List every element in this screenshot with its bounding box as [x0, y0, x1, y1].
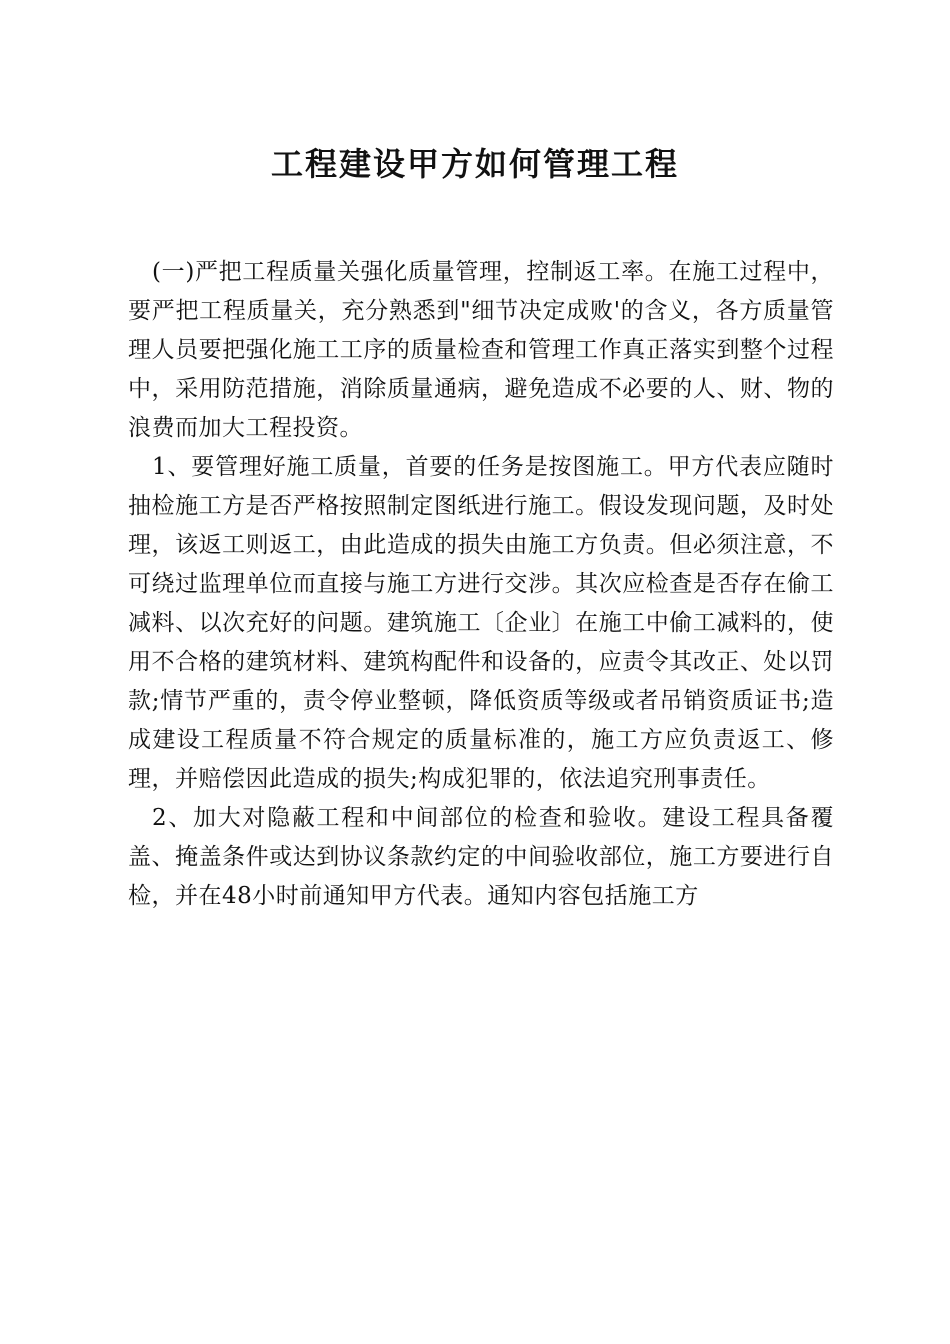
paragraph-construction-per-drawings: 1、要管理好施工质量，首要的任务是按图施工。甲方代表应随时抽检施工方是否严格按照制定图纸进行施工。假设发现问题，及时处理，该返工则返工，由此造成的损失由施工方负责。但必须注意，不可绕过监理单位而直接与施工方进行交涉。其次应检查是否存在偷工减料、以次充好的问题。建筑施工〔企业〕在施工中偷工减料的，使用不合格的建筑材料、建筑构配件和设备的，应责令其改正、处以罚款;情节严重的，责令停业整顿，降低资质等级或者吊销资质证书;造成建设工程质量不符合规定的质量标准的，施工方应负责返工、修理，并赔偿因此造成的损失;构成犯罪的，依法追究刑事责任。 — [128, 454, 834, 792]
paragraph-quality-control: (一)严把工程质量关强化质量管理，控制返工率。在施工过程中，要严把工程质量关，充分熟悉到"细节决定成败'的含义，各方质量管理人员要把强化施工工序的质量检查和管理工作真正落实到整个过程中，采用防范措施，消除质量通病，避免造成不必要的人、财、物的浪费而加大工程投资。 — [128, 259, 834, 441]
document-title: 工程建设甲方如何管理工程 — [270, 145, 679, 183]
paragraph-concealed-works-inspection: 2、加大对隐蔽工程和中间部位的检查和验收。建设工程具备覆盖、掩盖条件或达到协议条款约定的中间验收部位，施工方要进行自检，并在48小时前通知甲方代表。通知内容包括施工方 — [128, 805, 834, 909]
document-body — [128, 253, 834, 916]
